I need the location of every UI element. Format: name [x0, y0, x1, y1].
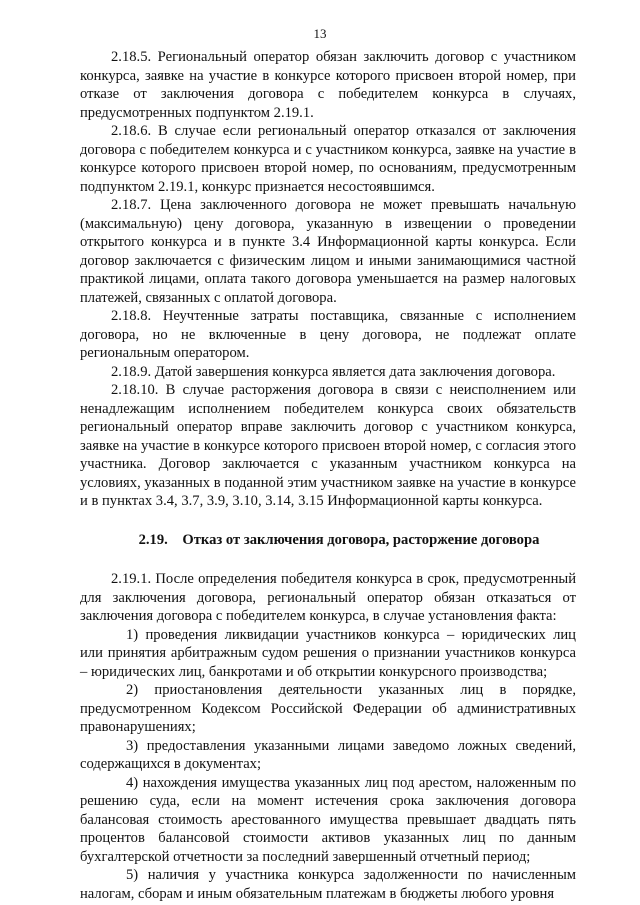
paragraph-2-18-8: 2.18.8. Неучтенные затраты поставщика, связанные с исполнением договора, но не включенные в цену договора, не подлежат оплате региональным оператором.	[80, 308, 576, 361]
paragraph-2-18-9: 2.18.9. Датой завершения конкурса является дата заключения договора.	[111, 363, 556, 380]
section-heading-2-19: 2.19. Отказ от заключения договора, расторжение договора	[138, 531, 540, 548]
paragraph-2-18-7: 2.18.7. Цена заключенного договора не может превышать начальную (максимальную) цену договора, указанную в извещении о проведении открытого конкурса и в пункте 3.4 Информационной карты конкурса. Если договор заключается с физическим лицом и иными занимающимися частной практикой лицами, оплата такого договора уменьшается на размер налоговых платежей, связанных с оплатой договора.	[80, 197, 576, 306]
paragraph-2-18-6: 2.18.6. В случае если региональный оператор отказался от заключения договора с победителем конкурса и с участником конкурса, заявке на участие в конкурсе которого присвоен второй номер, по основаниям, предусмотренным подпунктом 2.19.1, конкурс признается несостоявшимся.	[80, 123, 576, 195]
page-number: 13	[313, 26, 327, 41]
paragraph-2-18-10: 2.18.10. В случае расторжения договора в связи с неисполнением или ненадлежащим исполнением победителем конкурса своих обязательств региональный оператор вправе заключить договор с участником конкурса, заявке на участие в конкурсе которого присвоен второй номер, с согласия этого участника. Договор заключается с указанным участником конкурса на условиях, указанных в поданной этим участником заявке на участие в конкурсе и в пунктах 3.4, 3.7, 3.9, 3.10, 3.14, 3.15 Информационной карты конкурса.	[80, 382, 576, 509]
document-body	[80, 48, 576, 903]
paragraph-2-18-5: 2.18.5. Региональный оператор обязан заключить договор с участником конкурса, заявке на участие в конкурсе которого присвоен второй номер, при отказе от заключения договора с победителем конкурса в случаях, предусмотренных подпунктом 2.19.1.	[80, 49, 576, 121]
list-item-5: 5) наличия у участника конкурса задолженности по начисленным налогам, сборам и иным обязательным платежам в бюджеты любого уровня	[80, 867, 576, 902]
list-item-2: 2) приостановления деятельности указанных лиц в порядке, предусмотренном Кодексом Российской Федерации об административных правонарушениях;	[80, 682, 576, 735]
paragraph-2-19-1: 2.19.1. После определения победителя конкурса в срок, предусмотренный для заключения договора, региональный оператор обязан отказаться от заключения договора с победителем конкурса, в случае установления факта:	[80, 571, 576, 624]
list-item-4: 4) нахождения имущества указанных лиц под арестом, наложенным по решению суда, если на момент истечения срока заключения договора балансовая стоимость арестованного имущества превышает двадцать пять процентов балансовой стоимости активов указанных лиц по данным бухгалтерской отчетности за последний завершенный отчетный период;	[80, 774, 576, 865]
list-item-3: 3) предоставления указанными лицами заведомо ложных сведений, содержащихся в документах;	[80, 737, 576, 772]
list-item-1: 1) проведения ликвидации участников конкурса – юридических лиц или принятия арбитражным судом решения о признании участников конкурса – юридических лиц, банкротами и об открытии конкурсного производства;	[80, 626, 576, 680]
